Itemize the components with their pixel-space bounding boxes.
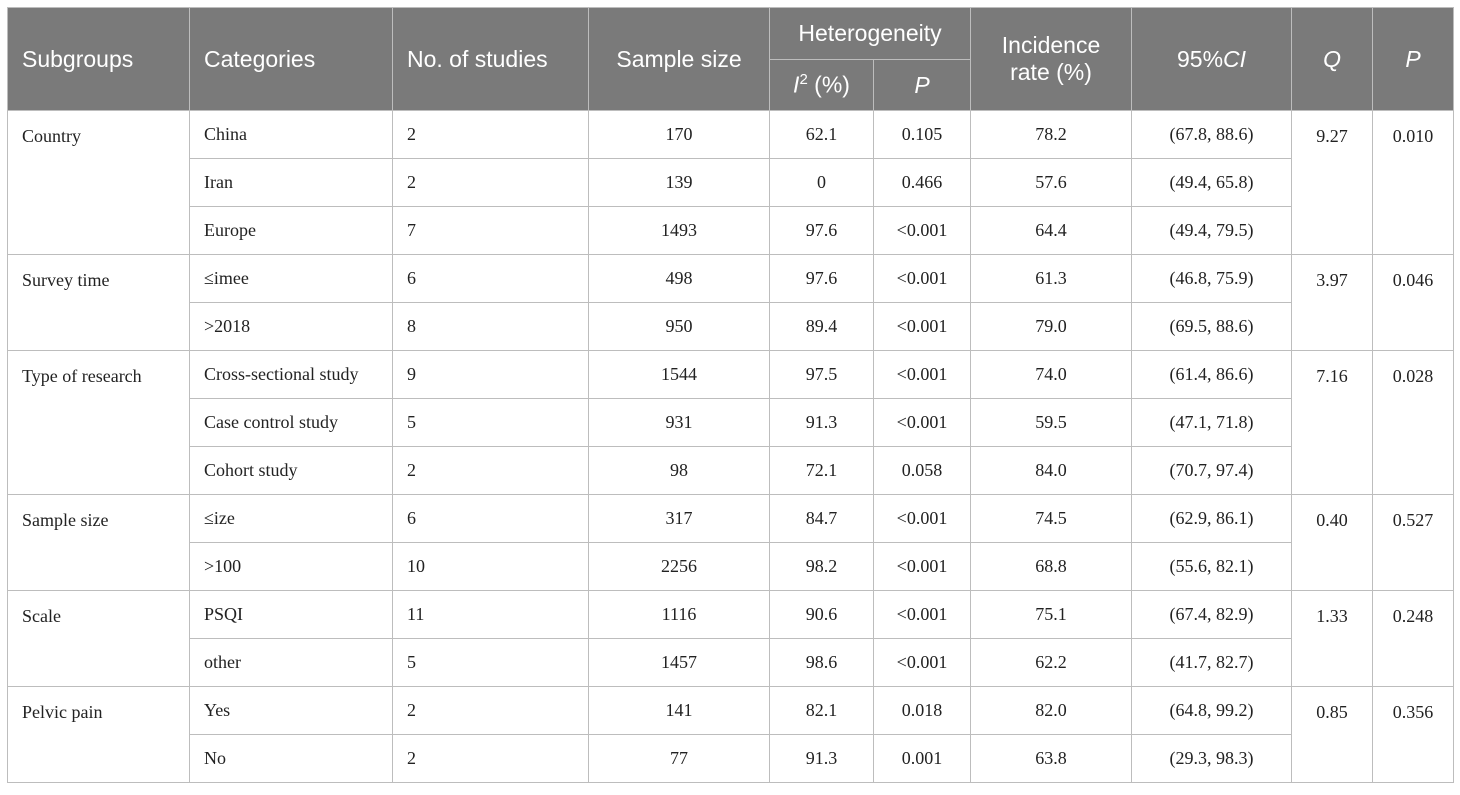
studies-cell: 2 (393, 111, 589, 159)
i2-cell: 90.6 (770, 591, 874, 639)
sample-size-cell: 2256 (589, 543, 770, 591)
studies-cell: 7 (393, 207, 589, 255)
header-ci-text: 95% (1176, 45, 1224, 72)
q-cell: 3.97 (1292, 255, 1373, 351)
header-i2-sup: 2 (799, 71, 808, 89)
ci-cell: (70.7, 97.4) (1132, 447, 1292, 495)
sample-size-cell: 1116 (589, 591, 770, 639)
table-row (8, 159, 1454, 207)
studies-cell: 10 (393, 543, 589, 591)
subgroup-name: Scale (8, 591, 190, 687)
q-cell: 9.27 (1292, 111, 1373, 255)
i2-cell: 82.1 (770, 687, 874, 735)
ci-cell: (49.4, 65.8) (1132, 159, 1292, 207)
category-cell: Europe (190, 207, 393, 255)
subgroup-analysis-table (7, 7, 1454, 783)
table-header (8, 8, 1454, 111)
header-i2-letter: I (793, 71, 800, 98)
sample-size-cell: 317 (589, 495, 770, 543)
i2-cell: 89.4 (770, 303, 874, 351)
i2-cell: 91.3 (770, 399, 874, 447)
ci-cell: (55.6, 82.1) (1132, 543, 1292, 591)
sample-size-cell: 98 (589, 447, 770, 495)
het-p-cell: <0.001 (874, 351, 971, 399)
ci-cell: (67.8, 88.6) (1132, 111, 1292, 159)
table-row (8, 303, 1454, 351)
i2-cell: 97.6 (770, 207, 874, 255)
category-cell: >2018 (190, 303, 393, 351)
category-cell: ≤imee (190, 255, 393, 303)
header-ci-italic: CI (1223, 45, 1247, 72)
studies-cell: 2 (393, 735, 589, 783)
ci-cell: (67.4, 82.9) (1132, 591, 1292, 639)
i2-cell: 0 (770, 159, 874, 207)
het-p-cell: 0.058 (874, 447, 971, 495)
i2-cell: 98.6 (770, 639, 874, 687)
studies-cell: 11 (393, 591, 589, 639)
het-p-cell: 0.466 (874, 159, 971, 207)
header-incidence-rate (971, 8, 1132, 111)
category-cell: PSQI (190, 591, 393, 639)
ci-cell: (69.5, 88.6) (1132, 303, 1292, 351)
studies-cell: 9 (393, 351, 589, 399)
table-row (8, 543, 1454, 591)
subgroup-name: Country (8, 111, 190, 255)
category-cell: ≤ize (190, 495, 393, 543)
het-p-cell: <0.001 (874, 495, 971, 543)
het-p-cell: 0.018 (874, 687, 971, 735)
subgroup-name: Pelvic pain (8, 687, 190, 783)
incidence-cell: 84.0 (971, 447, 1132, 495)
sample-size-cell: 1493 (589, 207, 770, 255)
ci-cell: (61.4, 86.6) (1132, 351, 1292, 399)
ci-cell: (64.8, 99.2) (1132, 687, 1292, 735)
table-row (8, 255, 1454, 303)
header-p: P (1373, 8, 1454, 111)
incidence-cell: 64.4 (971, 207, 1132, 255)
sample-size-cell: 931 (589, 399, 770, 447)
i2-cell: 91.3 (770, 735, 874, 783)
ci-cell: (29.3, 98.3) (1132, 735, 1292, 783)
incidence-cell: 75.1 (971, 591, 1132, 639)
table-row (8, 735, 1454, 783)
sample-size-cell: 1544 (589, 351, 770, 399)
category-cell: No (190, 735, 393, 783)
p-cell: 0.527 (1373, 495, 1454, 591)
incidence-cell: 74.5 (971, 495, 1132, 543)
category-cell: Iran (190, 159, 393, 207)
category-cell: other (190, 639, 393, 687)
studies-cell: 5 (393, 399, 589, 447)
p-cell: 0.248 (1373, 591, 1454, 687)
category-cell: China (190, 111, 393, 159)
studies-cell: 8 (393, 303, 589, 351)
table-row (8, 591, 1454, 639)
sample-size-cell: 498 (589, 255, 770, 303)
sample-size-cell: 139 (589, 159, 770, 207)
ci-cell: (49.4, 79.5) (1132, 207, 1292, 255)
ci-cell: (46.8, 75.9) (1132, 255, 1292, 303)
incidence-cell: 62.2 (971, 639, 1132, 687)
header-q: Q (1292, 8, 1373, 111)
q-cell: 1.33 (1292, 591, 1373, 687)
incidence-cell: 61.3 (971, 255, 1132, 303)
incidence-cell: 74.0 (971, 351, 1132, 399)
studies-cell: 6 (393, 255, 589, 303)
studies-cell: 2 (393, 159, 589, 207)
incidence-cell: 79.0 (971, 303, 1132, 351)
header-subgroups: Subgroups (8, 8, 190, 111)
table-row (8, 207, 1454, 255)
het-p-cell: <0.001 (874, 303, 971, 351)
p-cell: 0.046 (1373, 255, 1454, 351)
header-incidence-line1: Incidence (1001, 32, 1101, 58)
het-p-cell: 0.001 (874, 735, 971, 783)
subgroup-name: Type of research (8, 351, 190, 495)
q-cell: 0.85 (1292, 687, 1373, 783)
ci-cell: (47.1, 71.8) (1132, 399, 1292, 447)
het-p-cell: <0.001 (874, 207, 971, 255)
i2-cell: 84.7 (770, 495, 874, 543)
header-studies: No. of studies (393, 8, 589, 111)
sample-size-cell: 950 (589, 303, 770, 351)
i2-cell: 72.1 (770, 447, 874, 495)
q-cell: 0.40 (1292, 495, 1373, 591)
p-cell: 0.356 (1373, 687, 1454, 783)
het-p-cell: <0.001 (874, 591, 971, 639)
het-p-cell: <0.001 (874, 543, 971, 591)
header-heterogeneity: Heterogeneity (770, 8, 971, 60)
q-cell: 7.16 (1292, 351, 1373, 495)
subgroup-name: Survey time (8, 255, 190, 351)
header-incidence-line2: rate (%) (1010, 59, 1092, 85)
p-cell: 0.010 (1373, 111, 1454, 255)
incidence-cell: 68.8 (971, 543, 1132, 591)
header-categories: Categories (190, 8, 393, 111)
incidence-cell: 63.8 (971, 735, 1132, 783)
table-row (8, 639, 1454, 687)
table-row (8, 111, 1454, 159)
studies-cell: 6 (393, 495, 589, 543)
het-p-cell: <0.001 (874, 639, 971, 687)
header-i2 (770, 60, 874, 111)
table-row (8, 399, 1454, 447)
ci-cell: (62.9, 86.1) (1132, 495, 1292, 543)
table-body (8, 111, 1454, 783)
incidence-cell: 59.5 (971, 399, 1132, 447)
p-cell: 0.028 (1373, 351, 1454, 495)
het-p-cell: <0.001 (874, 255, 971, 303)
category-cell: Case control study (190, 399, 393, 447)
header-sample-size: Sample size (589, 8, 770, 111)
studies-cell: 2 (393, 687, 589, 735)
incidence-cell: 57.6 (971, 159, 1132, 207)
het-p-cell: 0.105 (874, 111, 971, 159)
header-ci (1132, 8, 1292, 111)
studies-cell: 2 (393, 447, 589, 495)
subgroup-name: Sample size (8, 495, 190, 591)
het-p-cell: <0.001 (874, 399, 971, 447)
i2-cell: 98.2 (770, 543, 874, 591)
studies-cell: 5 (393, 639, 589, 687)
table-row (8, 351, 1454, 399)
category-cell: >100 (190, 543, 393, 591)
ci-cell: (41.7, 82.7) (1132, 639, 1292, 687)
category-cell: Cohort study (190, 447, 393, 495)
sample-size-cell: 77 (589, 735, 770, 783)
header-i2-suffix: (%) (807, 71, 850, 98)
header-het-p: P (874, 60, 971, 111)
category-cell: Yes (190, 687, 393, 735)
table-row (8, 495, 1454, 543)
table-row (8, 447, 1454, 495)
category-cell: Cross-sectional study (190, 351, 393, 399)
table-row (8, 687, 1454, 735)
i2-cell: 97.6 (770, 255, 874, 303)
sample-size-cell: 141 (589, 687, 770, 735)
incidence-cell: 82.0 (971, 687, 1132, 735)
sample-size-cell: 1457 (589, 639, 770, 687)
sample-size-cell: 170 (589, 111, 770, 159)
i2-cell: 62.1 (770, 111, 874, 159)
incidence-cell: 78.2 (971, 111, 1132, 159)
i2-cell: 97.5 (770, 351, 874, 399)
